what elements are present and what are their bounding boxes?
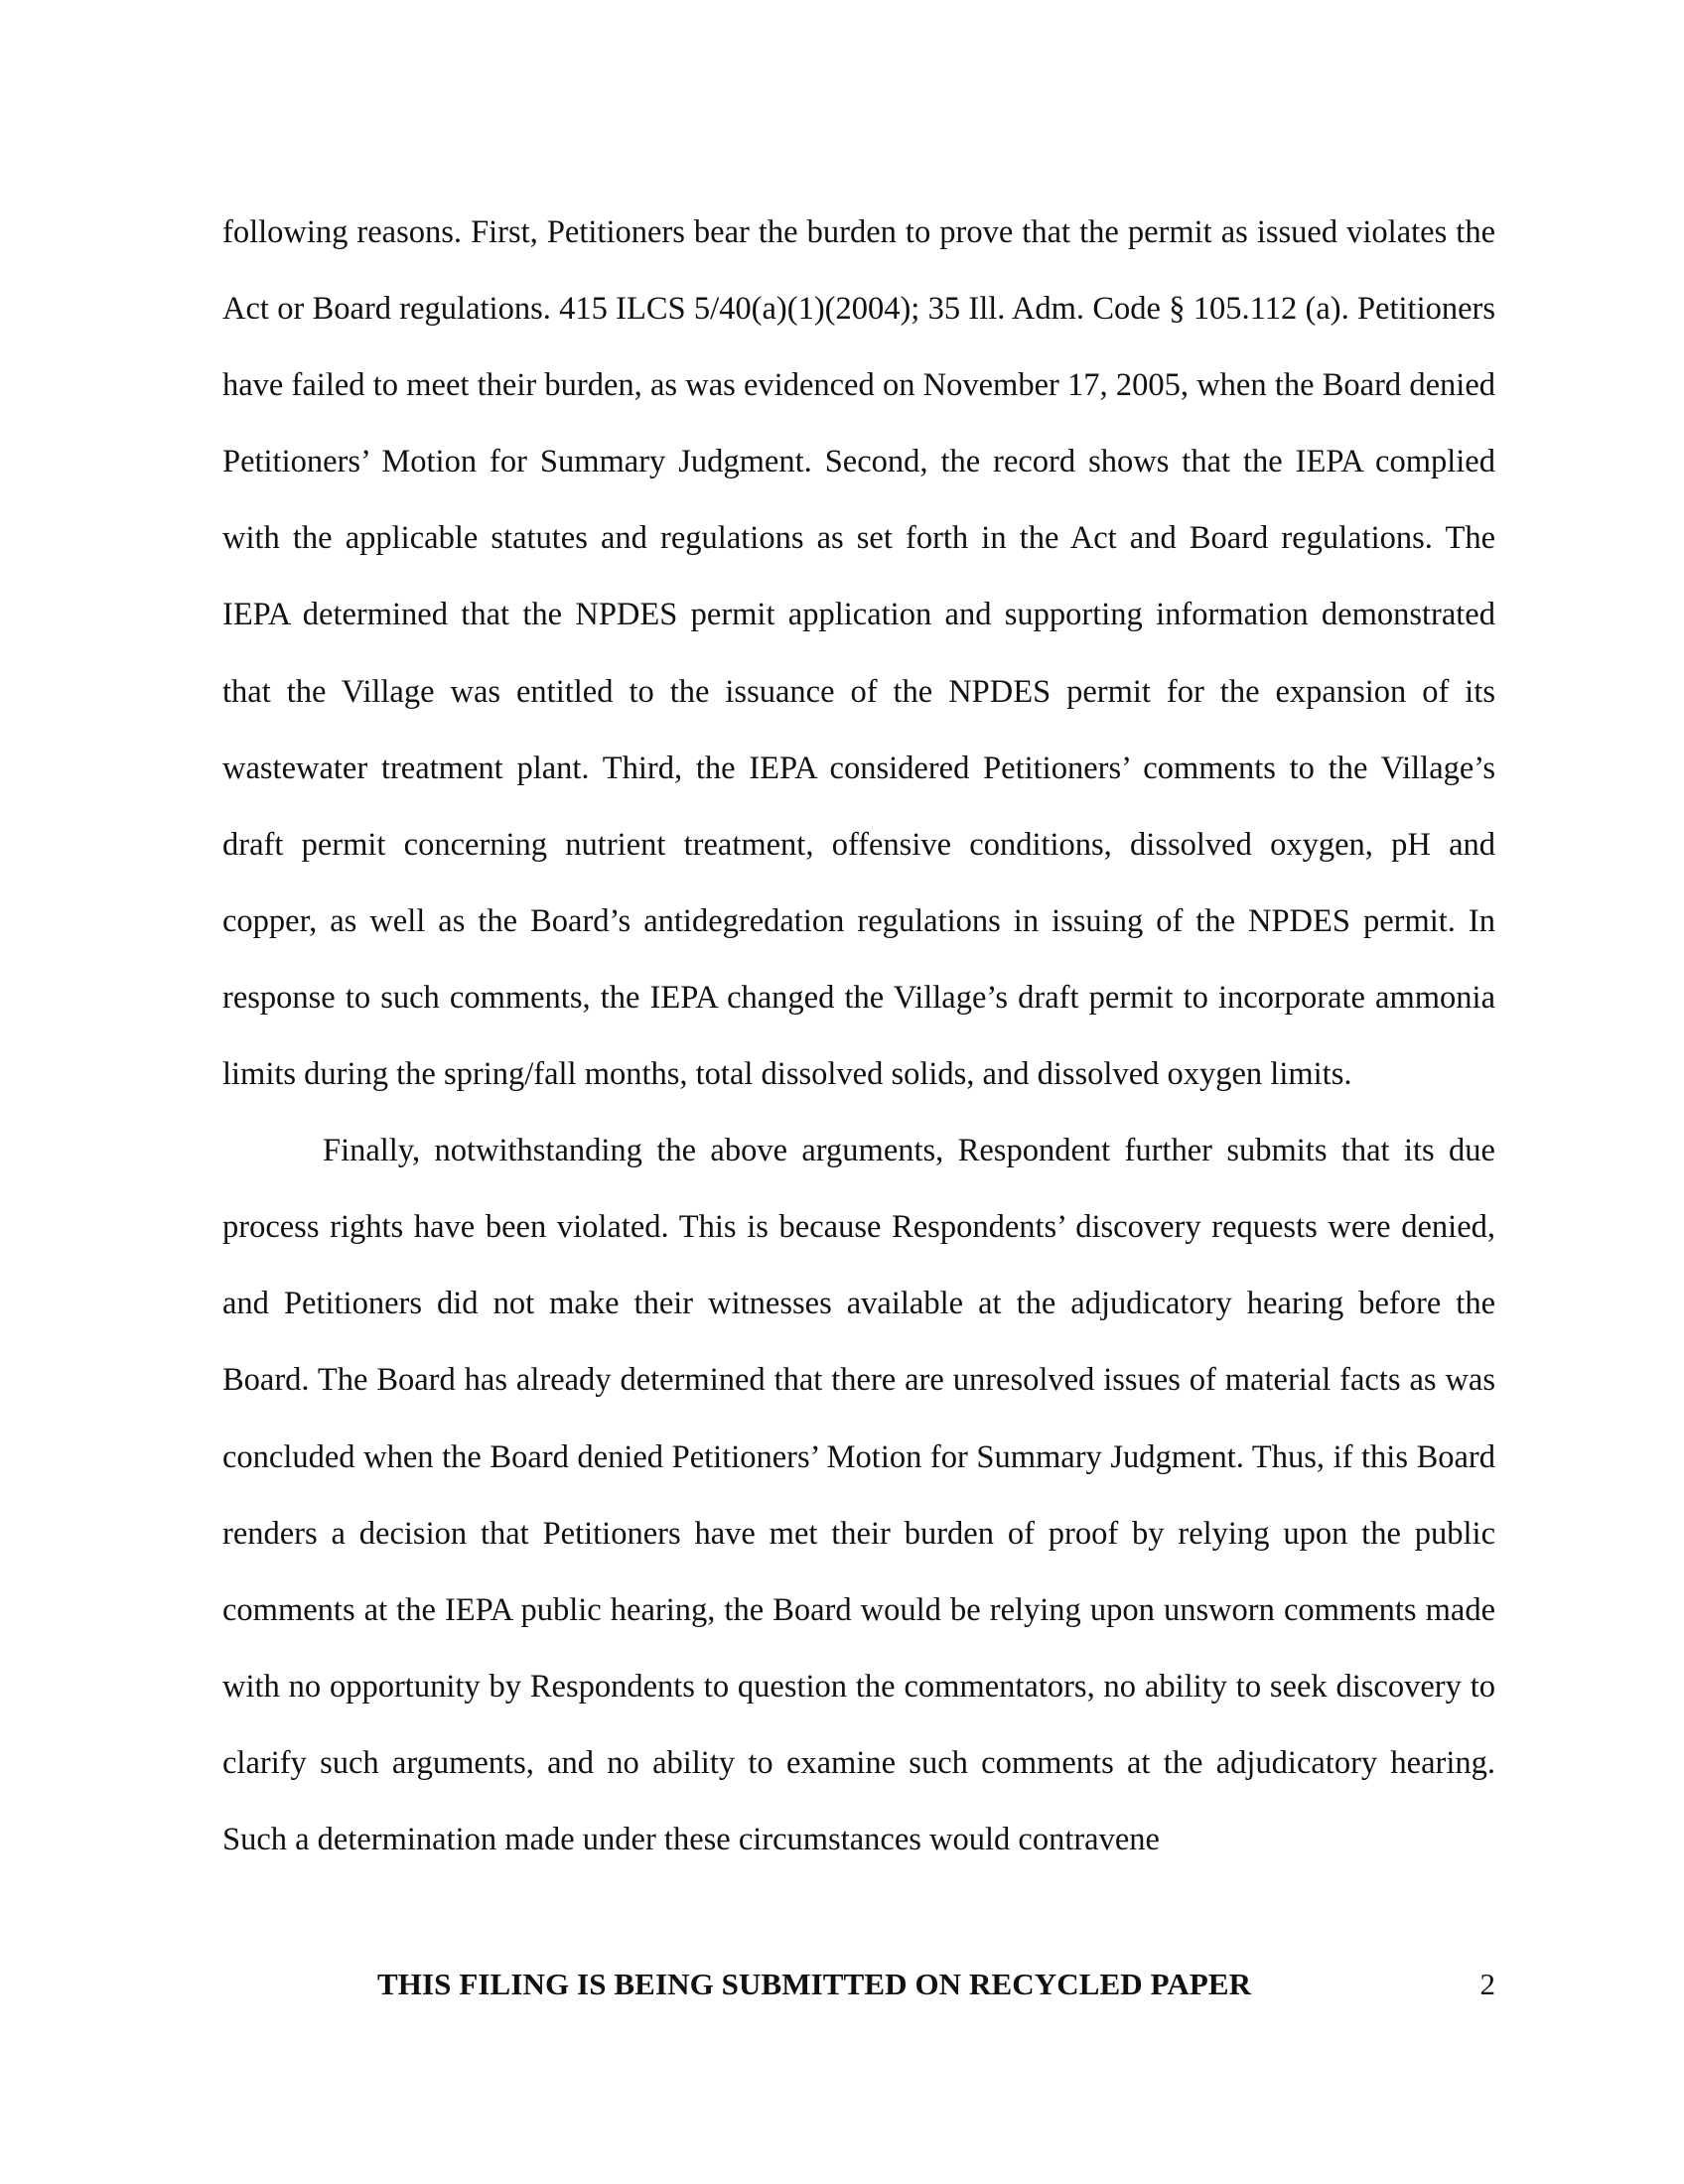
paragraph-due-process: Finally, notwithstanding the above arguments, Respondent further submits that its due process rights have been violated. This is because Respondents’ discovery requests were denied, and Petitioners did not make their witnesses available at the adjudicatory hearing before the Board. The Board has already determined that there are unresolved issues of material facts as was concluded when the Board denied Petitioners’ Motion for Summary Judgment. Thus, if this Board renders a decision that Petitioners have met their burden of proof by relying upon the public comments at the IEPA public hearing, the Board would be relying upon unsworn comments made with no opportunity by Respondents to question the commentators, no ability to seek discovery to clarify such arguments, and no ability to examine such comments at the adjudicatory hearing. Such a determination made under these circumstances would contravene bbox=[222, 1133, 1495, 1857]
page-number: 2 bbox=[1479, 1967, 1495, 2001]
page-footer bbox=[222, 1967, 1495, 2016]
document-body bbox=[222, 195, 1495, 1878]
recycled-paper-notice: THIS FILING IS BEING SUBMITTED ON RECYCLED PAPER bbox=[377, 1967, 1252, 2001]
paragraph-continued: following reasons. First, Petitioners bear the burden to prove that the permit as issued violates the Act or Board regulations. 415 ILCS 5/40(a)(1)(2004); 35 Ill. Adm. Code § 105.112 (a). Petitioners have failed to meet their burden, as was evidenced on November 17, 2005, when the Board denied Petitioners’ Motion for Summary Judgment. Second, the record shows that the IEPA complied with the applicable statutes and regulations as set forth in the Act and Board regulations. The IEPA determined that the NPDES permit application and supporting information demonstrated that the Village was entitled to the issuance of the NPDES permit for the expansion of its wastewater treatment plant. Third, the IEPA considered Petitioners’ comments to the Village’s draft permit concerning nutrient treatment, offensive conditions, dissolved oxygen, pH and copper, as well as the Board’s antidegredation regulations in issuing of the NPDES permit. In response to such comments, the IEPA changed the Village’s draft permit to incorporate ammonia limits during the spring/fall months, total dissolved solids, and dissolved oxygen limits. bbox=[222, 214, 1495, 1093]
